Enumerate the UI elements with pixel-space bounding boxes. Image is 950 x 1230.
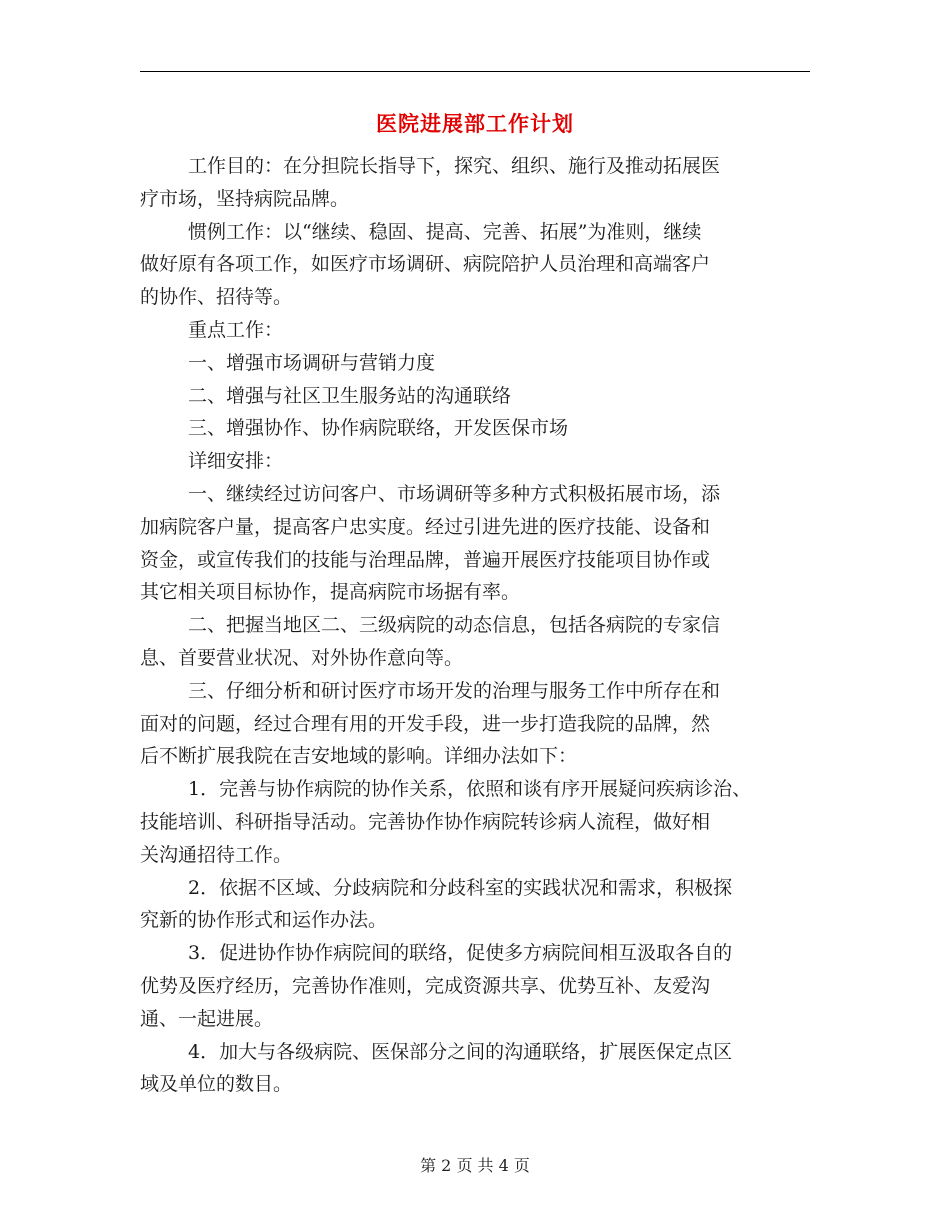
text-line: 惯例工作：以“继续、稳固、提高、完善、拓展”为准则，继续 bbox=[188, 220, 702, 243]
numbered-item bbox=[140, 773, 830, 871]
text-line: 面对的问题，经过合理有用的开发手段，进一步打造我院的品牌，然 bbox=[140, 712, 711, 735]
text-line: 一、增强市场调研与营销力度 bbox=[188, 351, 436, 374]
text-line: 加病院客户量，提高客户忠实度。经过引进先进的医疗技能、设备和 bbox=[140, 515, 711, 538]
text-line: 4．加大与各级病院、医保部分之间的沟通联络，扩展医保定点区 bbox=[188, 1040, 733, 1063]
text-line: 优势及医疗经历，完善协作准则，完成资源共享、优势互补、友爱沟 bbox=[140, 974, 711, 997]
numbered-item bbox=[140, 1036, 830, 1102]
text-line: 究新的协作形式和运作办法。 bbox=[140, 909, 388, 932]
text-line: 的协作、招待等。 bbox=[140, 286, 293, 309]
list-item bbox=[140, 380, 830, 413]
text-line: 资金，或宣传我们的技能与治理品牌，普遍开展医疗技能项目协作或 bbox=[140, 548, 711, 571]
text-line: 技能培训、科研指导活动。完善协作协作病院转诊病人流程，做好相 bbox=[140, 810, 711, 833]
text-line: 后不断扩展我院在吉安地域的影响。详细办法如下： bbox=[140, 745, 578, 768]
text-line: 二、增强与社区卫生服务站的沟通联络 bbox=[188, 384, 512, 407]
text-line: 做好原有各项工作，如医疗市场调研、病院陪护人员治理和高端客户 bbox=[140, 253, 711, 276]
list-item bbox=[140, 412, 830, 445]
paragraph bbox=[140, 150, 830, 216]
paragraph bbox=[140, 609, 830, 675]
paragraph bbox=[140, 216, 830, 314]
text-line: 二、把握当地区二、三级病院的动态信息，包括各病院的专家信 bbox=[188, 614, 721, 637]
text-line: 关沟通招待工作。 bbox=[140, 843, 293, 866]
paragraph bbox=[140, 675, 830, 773]
text-line: 详细安排： bbox=[188, 450, 284, 473]
text-line: 3．促进协作协作病院间的联络，促使多方病院间相互汲取各自的 bbox=[188, 942, 733, 965]
text-line: 通、一起进展。 bbox=[140, 1007, 274, 1030]
text-line: 三、增强协作、协作病院联络，开发医保市场 bbox=[188, 417, 569, 440]
header-rule bbox=[140, 71, 810, 72]
text-line: 一、继续经过访问客户、市场调研等多种方式积极拓展市场，添 bbox=[188, 482, 721, 505]
text-line: 三、仔细分析和研讨医疗市场开发的治理与服务工作中所存在和 bbox=[188, 679, 721, 702]
section-heading bbox=[140, 445, 830, 478]
numbered-item bbox=[140, 872, 830, 938]
text-line: 重点工作： bbox=[188, 318, 284, 341]
document-body bbox=[140, 150, 830, 1101]
text-line: 1．完善与协作病院的协作关系，依照和谈有序开展疑问疾病诊治、 bbox=[188, 778, 752, 801]
page-number: 第 2 页 共 4 页 bbox=[420, 1156, 530, 1175]
list-item bbox=[140, 347, 830, 380]
paragraph bbox=[140, 478, 830, 609]
text-line: 2．依据不区域、分歧病院和分歧科室的实践状况和需求，积极探 bbox=[188, 876, 733, 899]
section-heading bbox=[140, 314, 830, 347]
numbered-item bbox=[140, 937, 830, 1035]
text-line: 息、首要营业状况、对外协作意向等。 bbox=[140, 646, 464, 669]
text-line: 疗市场，坚持病院品牌。 bbox=[140, 187, 350, 210]
text-line: 工作目的：在分担院长指导下，探究、组织、施行及推动拓展医 bbox=[188, 155, 721, 177]
text-line: 其它相关项目标协作，提高病院市场据有率。 bbox=[140, 581, 521, 604]
text-line: 域及单位的数目。 bbox=[140, 1073, 293, 1096]
document-title: 医院进展部工作计划 bbox=[376, 111, 574, 136]
